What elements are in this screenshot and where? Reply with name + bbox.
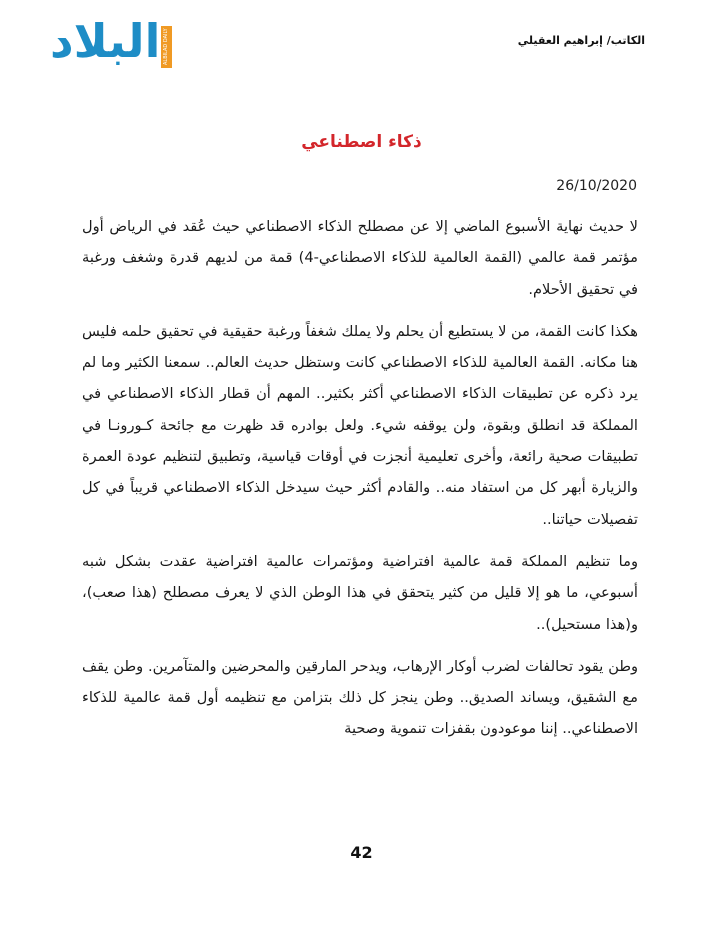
- page-number: 42: [350, 843, 373, 862]
- article-date: 26/10/2020: [556, 178, 637, 194]
- logo-wordmark: البلاد: [50, 14, 161, 68]
- logo-tagline: ALBILAD DAILY: [163, 28, 169, 66]
- author-byline: الكاتب/ إبراهيم العقيلي: [517, 34, 645, 47]
- newspaper-logo: [50, 14, 180, 68]
- logo-orange-bar: [161, 26, 172, 68]
- paragraph: هكذا كانت القمة، من لا يستطيع أن يحلم ولا يملك شغفاً ورغبة حقيقية في تحقيق حلمه فليس هنا مكانه. القمة العالمية للذكاء الاصطناعي كانت وستظل حديث العالم.. سمعنا الكثير وما لم يرد ذكره عن تطبيقات الذكاء الاصطناعي أكثر بكثير.. المهم أن قطار الذكاء الاصطناعي في المملكة قد انطلق وبقوة، ولن يوقفه شيء. ولعل بوادره قد ظهرت مع جائحة كـورونـا في تطبيقات صحية رائعة، وأخرى تعليمية أنجزت في أوقات قياسية، وتطبيق لتنظيم عودة العمرة والزيارة أبهر كل من استفاد منه.. والقادم أكثر حيث سيدخل الذكاء الاصطناعي قريباً في كل تفصيلات حياتنا..: [82, 322, 638, 528]
- article-body: [82, 211, 638, 756]
- article-title: ذكاء اصطناعي: [301, 132, 422, 152]
- paragraph: وطن يقود تحالفات لضرب أوكار الإرهاب، ويدحر المارقين والمحرضين والمتآمرين. وطن يقف مع الشقيق، ويساند الصديق.. وطن ينجز كل ذلك بتزامن مع تنظيمه أول قمة عالمية للذكاء الاصطناعي.. إننا موعودون بقفزات تنموية وصحية: [82, 657, 638, 738]
- paragraph: وما تنظيم المملكة قمة عالمية افتراضية ومؤتمرات عالمية افتراضية عقدت بشكل شبه أسبوعي، ما هو إلا قليل من كثير يتحقق في هذا الوطن الذي لا يعرف مصطلح (هذا صعب)، و(هذا مستحيل)..: [82, 552, 638, 633]
- paragraph: لا حديث نهاية الأسبوع الماضي إلا عن مصطلح الذكاء الاصطناعي حيث عُقد في الرياض أول مؤتمر قمة عالمي (القمة العالمية للذكاء الاصطناعي-4) قمة من لديهم قدرة وشغف ورغبة في تحقيق الأحلام.: [82, 218, 638, 298]
